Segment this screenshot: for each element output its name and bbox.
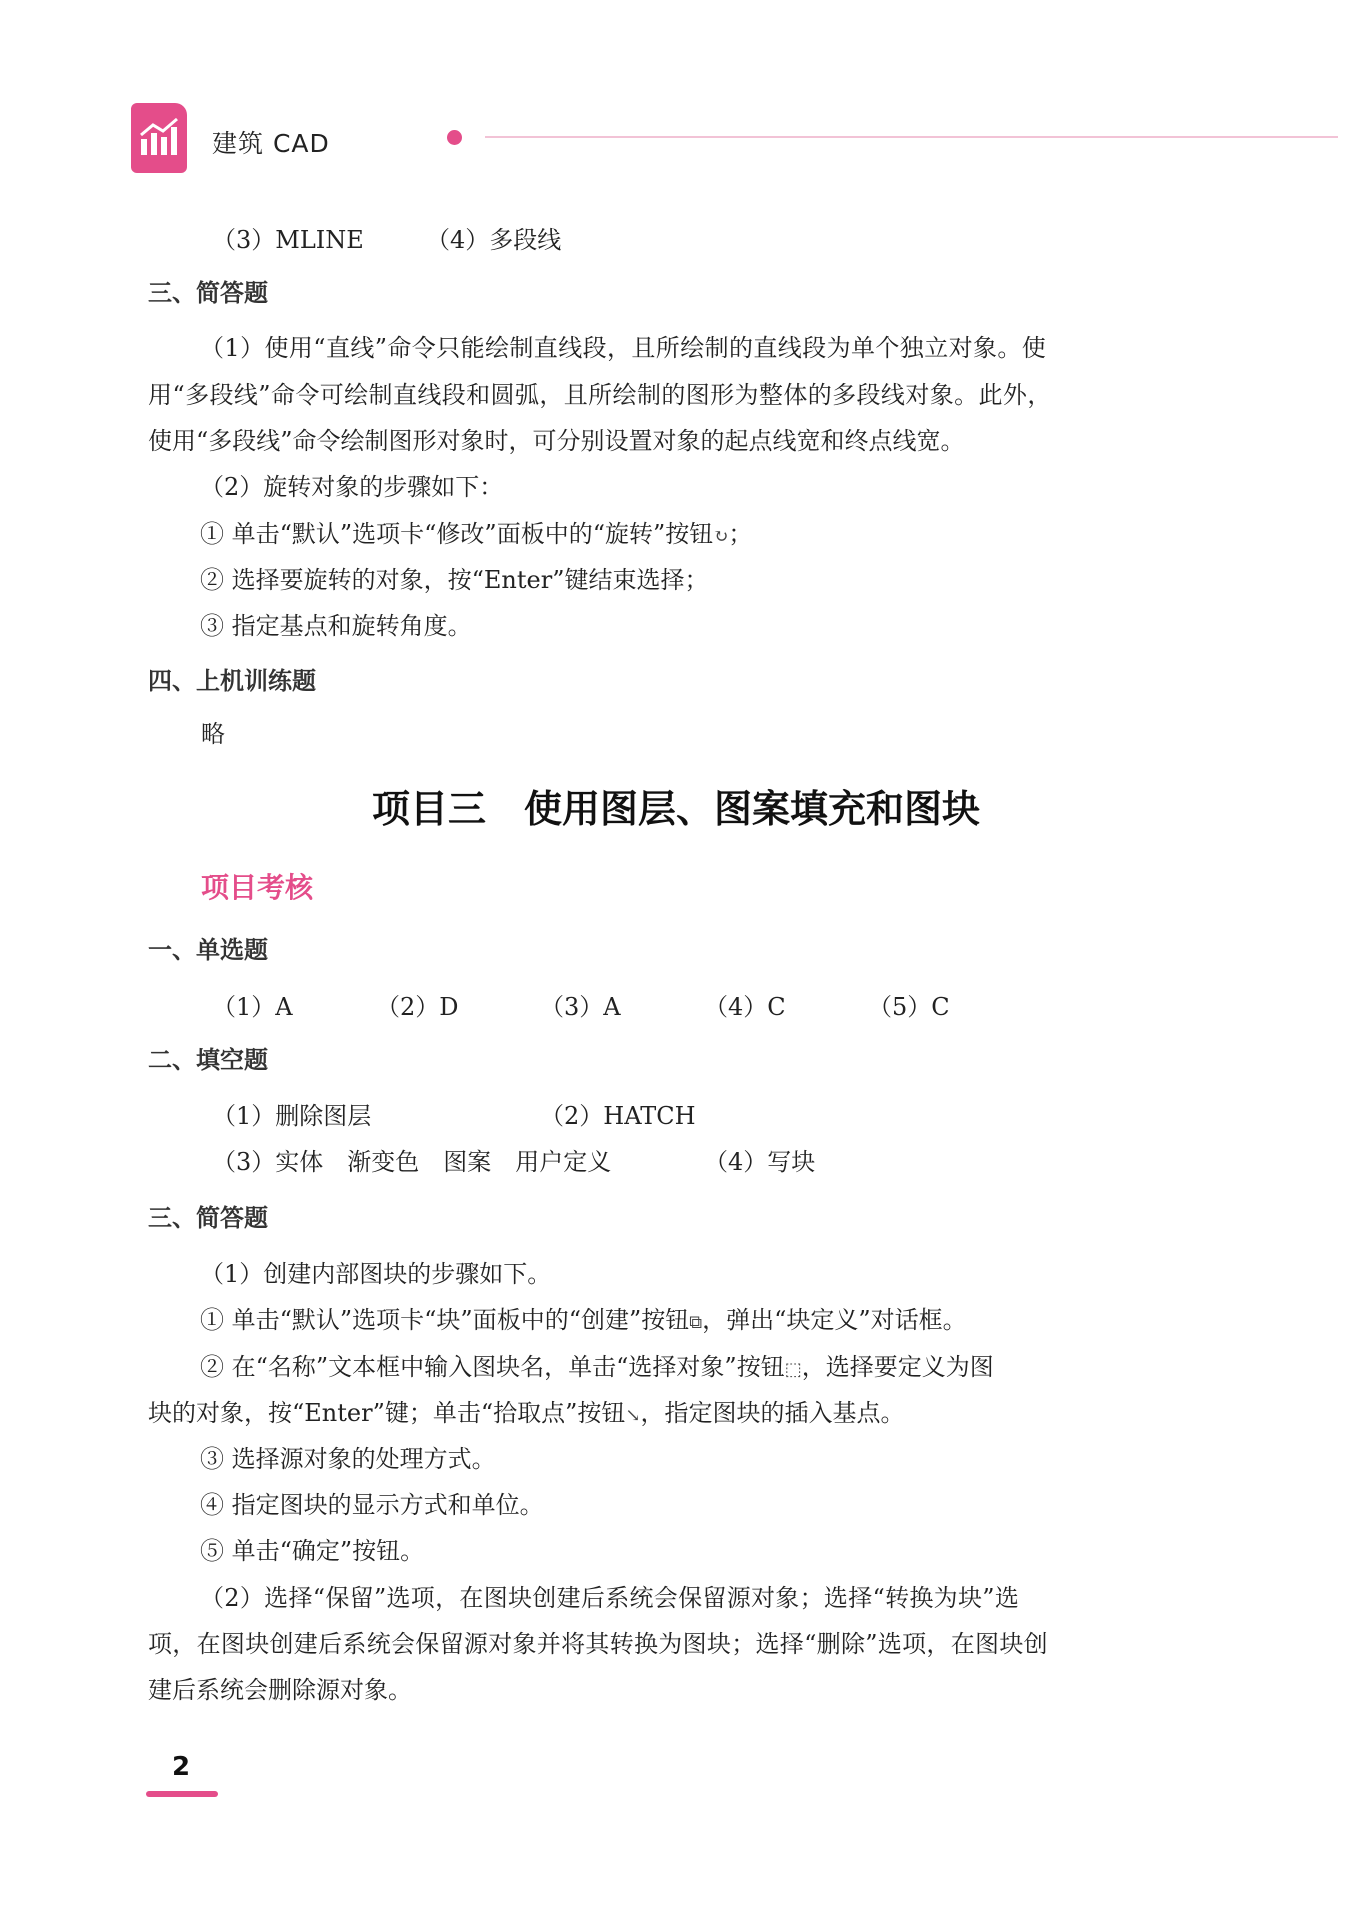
step-line [200, 1355, 994, 1379]
section-heading: 四、上机训练题 [148, 667, 316, 695]
select-objects-icon: ⬚ [784, 1359, 802, 1380]
step-text: ，指定图块的插入基点。 [640, 1399, 905, 1427]
answer-line: （2）选择“保留”选项，在图块创建后系统会保留源对象；选择“转换为块”选 [200, 1584, 1020, 1612]
answer-line: （1）使用“直线”命令只能绘制直线段，且所绘制的直线段为单个独立对象。使 [200, 334, 1047, 362]
step-text: ① 单击“默认”选项卡“修改”面板中的“旋转”按钮 [200, 520, 714, 548]
section-heading: 三、简答题 [148, 279, 268, 307]
fill-answer: （1）删除图层 [212, 1102, 372, 1130]
page-number-bar [146, 1791, 218, 1797]
answer-line: 用“多段线”命令可绘制直线段和圆弧，且所绘制的图形为整体的多段线对象。此外， [148, 381, 1052, 409]
section-heading: 三、简答题 [148, 1204, 268, 1232]
step-text: 块的对象，按“Enter”键；单击“拾取点”按钮 [148, 1399, 626, 1427]
section-heading: 一、单选题 [148, 936, 268, 964]
section-heading: 二、填空题 [148, 1046, 268, 1074]
assessment-heading: 项目考核 [201, 871, 314, 904]
step-line [200, 1308, 967, 1332]
fill-answer: （2）HATCH [540, 1102, 696, 1130]
fill-answer: （4）写块 [704, 1148, 816, 1176]
step-text: ② 在“名称”文本框中输入图块名，单击“选择对象”按钮 [200, 1353, 785, 1381]
answer-line: 略 [201, 720, 225, 748]
fill-answer: （3）实体 渐变色 图案 用户定义 [212, 1148, 612, 1176]
header-rule [485, 136, 1338, 138]
pick-point-icon: ↘ [625, 1405, 641, 1426]
step-line: ④ 指定图块的显示方式和单位。 [200, 1491, 544, 1519]
mc-answer: （4）C [704, 993, 786, 1021]
mc-answer: （5）C [868, 993, 950, 1021]
create-block-icon: ⧉ [689, 1312, 703, 1333]
choice-3: （3）MLINE [212, 226, 364, 254]
mc-answer: （3）A [540, 993, 621, 1021]
answer-line: 项，在图块创建后系统会保留源对象并将其转换为图块；选择“删除”选项，在图块创 [148, 1630, 1048, 1658]
answer-line: 建后系统会删除源对象。 [148, 1676, 412, 1704]
step-text: ，弹出“块定义”对话框。 [702, 1306, 967, 1334]
step-line [148, 1401, 904, 1425]
step-end: ； [728, 520, 753, 548]
step-line: ⑤ 单击“确定”按钮。 [200, 1537, 425, 1565]
header-dot [447, 130, 462, 145]
answer-line: （2）旋转对象的步骤如下： [200, 473, 504, 501]
mc-answer: （2）D [376, 993, 459, 1021]
rotate-icon: ↻ [713, 526, 729, 547]
choice-4: （4）多段线 [426, 226, 562, 254]
step-line: ③ 指定基点和旋转角度。 [200, 612, 472, 640]
book-logo-icon [131, 103, 187, 173]
step-line: ③ 选择源对象的处理方式。 [200, 1445, 496, 1473]
step-text: ① 单击“默认”选项卡“块”面板中的“创建”按钮 [200, 1306, 690, 1334]
answer-line: （1）创建内部图块的步骤如下。 [200, 1260, 552, 1288]
page-number: 2 [172, 1752, 191, 1782]
step-text: ，选择要定义为图 [801, 1353, 994, 1381]
mc-answer: （1）A [212, 993, 293, 1021]
book-title: 建筑 CAD [212, 129, 330, 158]
step-line: ② 选择要旋转的对象，按“Enter”键结束选择； [200, 566, 709, 594]
project-title: 项目三 使用图层、图案填充和图块 [371, 786, 980, 831]
answer-line: 使用“多段线”命令绘制图形对象时，可分别设置对象的起点线宽和终点线宽。 [148, 427, 965, 455]
step-line [200, 522, 752, 546]
